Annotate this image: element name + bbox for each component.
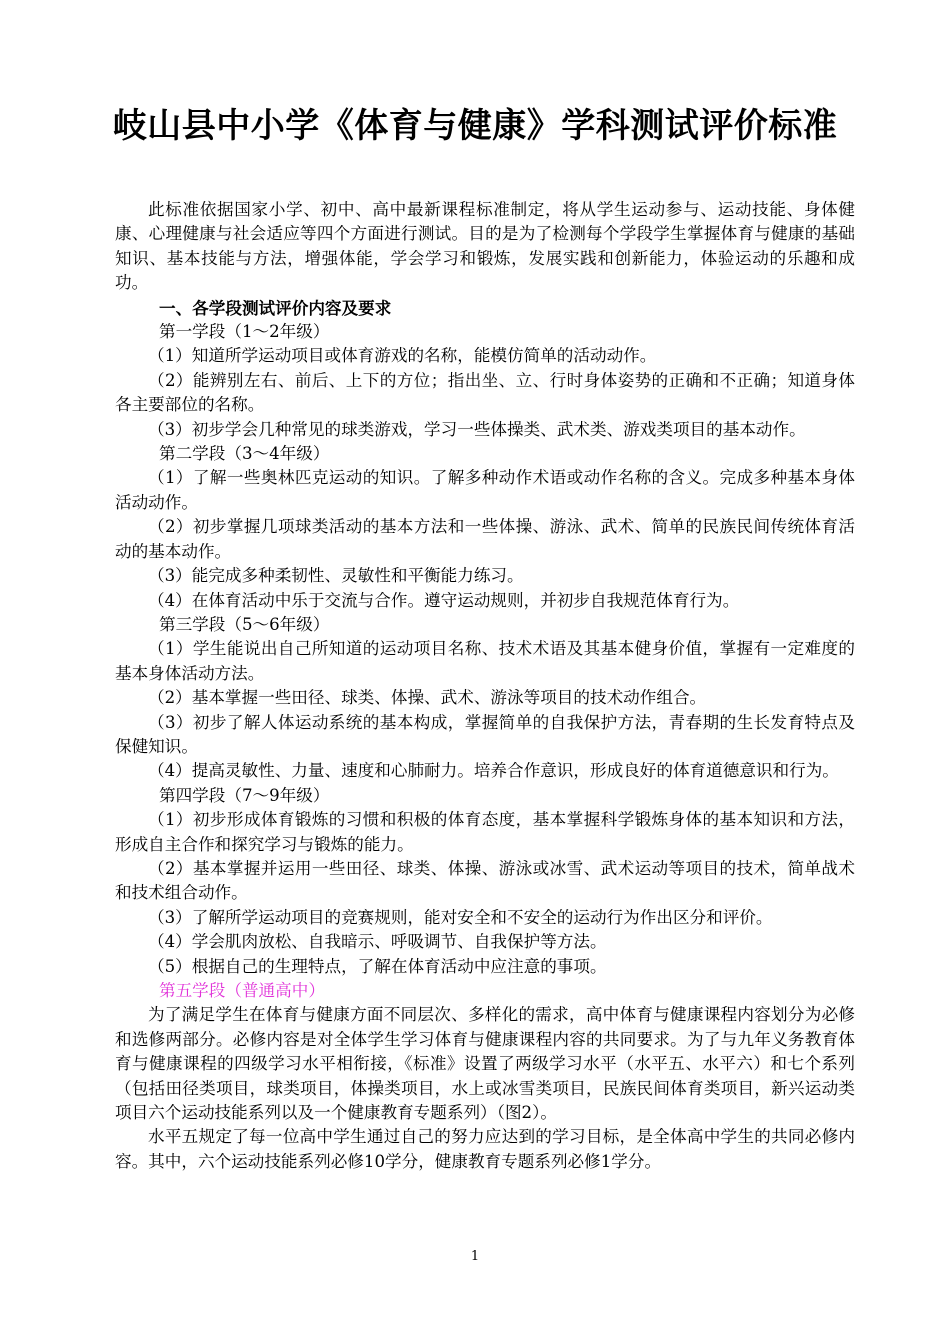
page-number: 1 xyxy=(470,1249,480,1264)
stage4-item: （3）了解所学运动项目的竞赛规则，能对安全和不安全的运动行为作出区分和评价。 xyxy=(148,907,773,927)
stage3-item: （4）提高灵敏性、力量、速度和心肺耐力。培养合作意识，形成良好的体育道德意识和行为。 xyxy=(148,761,839,781)
page-title: 岐山县中小学《体育与健康》学科测试评价标准 xyxy=(112,106,838,146)
stage3-item: （1）学生能说出自己所知道的运动项目名称、技术术语及其基本健身价值，掌握有一定难度的基本身体活动方法。 xyxy=(115,639,855,683)
stage2-item: （4）在体育活动中乐于交流与合作。遵守运动规则，并初步自我规范体育行为。 xyxy=(148,590,740,610)
stage2-item: （3）能完成多种柔韧性、灵敏性和平衡能力练习。 xyxy=(148,566,524,586)
stage1-item: （1）知道所学运动项目或体育游戏的名称，能模仿简单的活动动作。 xyxy=(148,346,657,366)
document-body xyxy=(115,198,855,1174)
stage4-item: （2）基本掌握并运用一些田径、球类、体操、游泳或冰雪、武术运动等项目的技术，简单战术和技术组合动作。 xyxy=(115,858,855,903)
stage2-title: 第二学段（3～4年级） xyxy=(159,444,330,464)
stage3-title: 第三学段（5～6年级） xyxy=(159,614,330,634)
stage4-title: 第四学段（7～9年级） xyxy=(159,785,330,805)
stage5-title: 第五学段（普通高中） xyxy=(159,981,325,1000)
stage2-item: （2）初步掌握几项球类活动的基本方法和一些体操、游泳、武术、简单的民族民间传统体育活动的基本动作。 xyxy=(115,517,855,561)
stage3-item: （3）初步了解人体运动系统的基本构成，掌握简单的自我保护方法，青春期的生长发育特点及保健知识。 xyxy=(115,712,855,756)
section-heading: 一、各学段测试评价内容及要求 xyxy=(159,297,392,318)
stage4-item: （5）根据自己的生理特点，了解在体育活动中应注意的事项。 xyxy=(148,956,607,976)
stage1-title: 第一学段（1～2年级） xyxy=(159,322,330,342)
stage1-item: （3）初步学会几种常见的球类游戏，学习一些体操类、武术类、游戏类项目的基本动作。 xyxy=(148,419,806,439)
stage5-paragraph: 为了满足学生在体育与健康方面不同层次、多样化的需求，高中体育与健康课程内容划分为必修和选修两部分。必修内容是对全体学生学习体育与健康课程内容的共同要求。为了与九年义务教育体育与健康课程的四级学习水平相衔接，《标准》设置了两级学习水平（水平五、水平六）和七个系列（包括田径类项目，球类项目，体操类项目，水上或冰雪类项目，民族民间体育类项目，新兴运动类项目六个运动技能系列以及一个健康教育专题系列）（图2）。 xyxy=(115,1005,855,1123)
stage2-item: （1）了解一些奥林匹克运动的知识。了解多种动作术语或动作名称的含义。完成多种基本身体活动动作。 xyxy=(115,468,855,512)
stage5-paragraph: 水平五规定了每一位高中学生通过自己的努力应达到的学习目标，是全体高中学生的共同必修内容。其中，六个运动技能系列必修10学分，健康教育专题系列必修1学分。 xyxy=(115,1127,855,1171)
intro-paragraph: 此标准依据国家小学、初中、高中最新课程标准制定，将从学生运动参与、运动技能、身体健康、心理健康与社会适应等四个方面进行测试。目的是为了检测每个学段学生掌握体育与健康的基础知识、基本技能与方法，增强体能，学会学习和锻炼，发展实践和创新能力，体验运动的乐趣和成功。 xyxy=(115,200,855,293)
stage4-item: （4）学会肌肉放松、自我暗示、呼吸调节、自我保护等方法。 xyxy=(148,932,607,952)
stage3-item: （2）基本掌握一些田径、球类、体操、武术、游泳等项目的技术动作组合。 xyxy=(148,688,707,708)
stage1-item: （2）能辨别左右、前后、上下的方位；指出坐、立、行时身体姿势的正确和不正确；知道身体各主要部位的名称。 xyxy=(115,370,855,415)
stage4-item: （1）初步形成体育锻炼的习惯和积极的体育态度，基本掌握科学锻炼身体的基本知识和方法，形成自主合作和探究学习与锻炼的能力。 xyxy=(115,810,855,854)
